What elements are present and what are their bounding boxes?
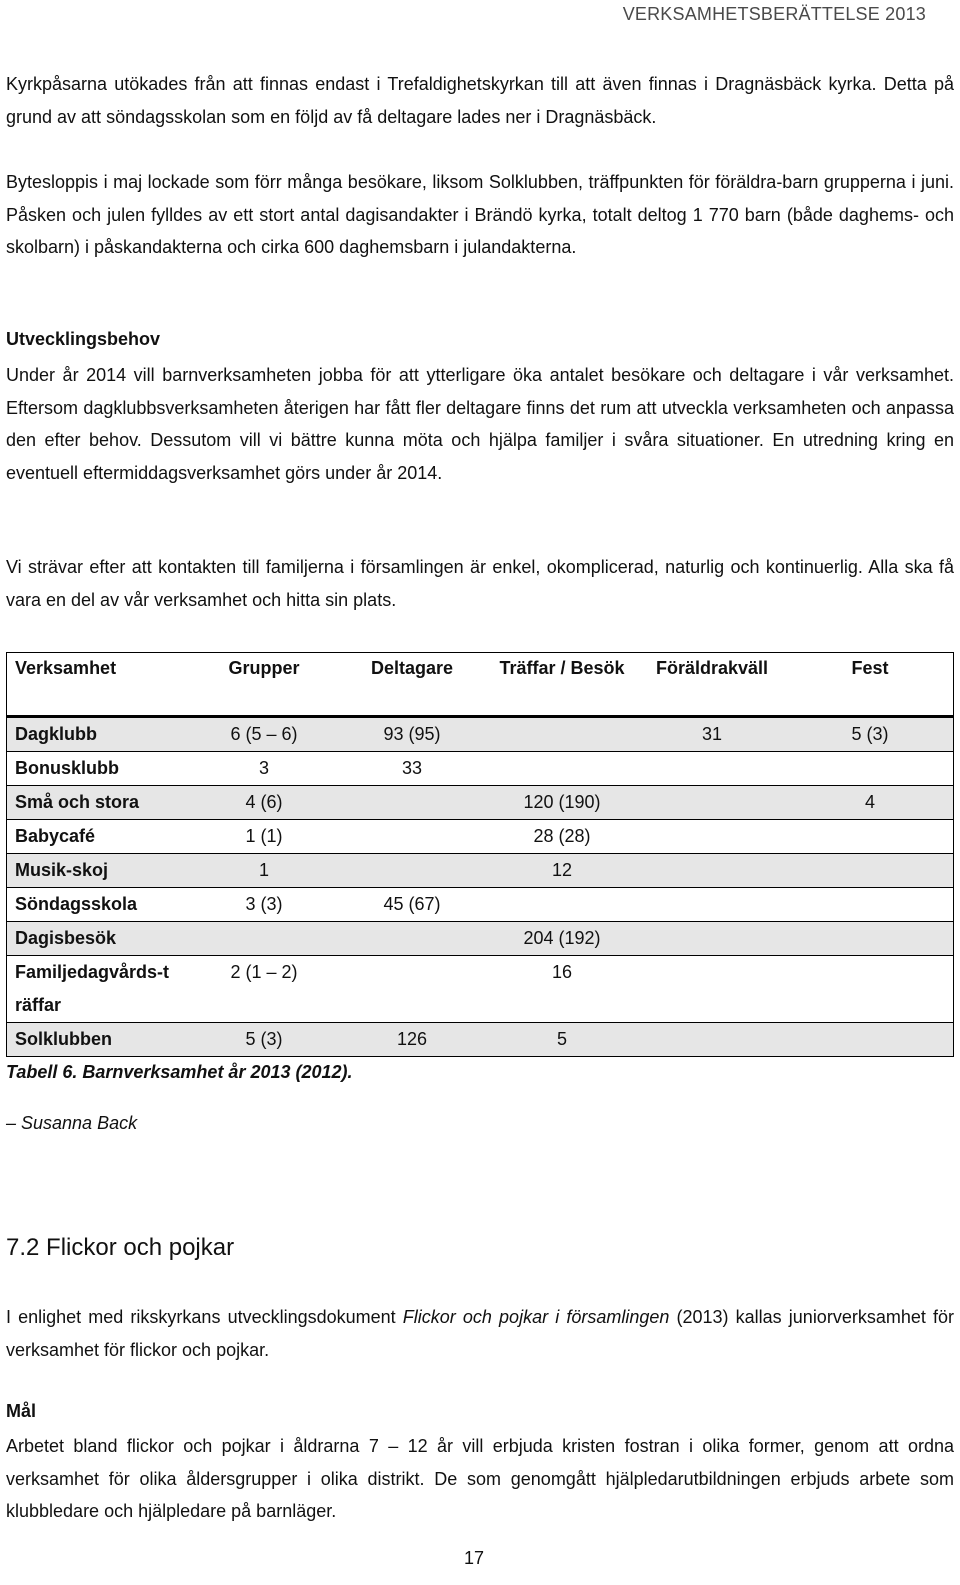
- section-title: 7.2 Flickor och pojkar: [6, 1234, 235, 1261]
- table-cell: 2 (1 – 2): [191, 956, 337, 1023]
- table-cell: Musik-skoj: [7, 854, 192, 888]
- table-header-row: [7, 653, 954, 717]
- column-header: Träffar / Besök: [487, 653, 637, 717]
- paragraph-kontakten: Vi strävar efter att kontakten till familjerna i församlingen är enkel, okomplicerad, naturlig och kontinuerlig. Alla ska få vara en del av vår verksamhet och hitta sin plats.: [6, 557, 954, 610]
- table-cell: [787, 854, 954, 888]
- table-cell: 28 (28): [487, 820, 637, 854]
- table-cell: [637, 752, 787, 786]
- table-cell: [637, 956, 787, 1023]
- table-cell: [787, 922, 954, 956]
- heading-utvecklingsbehov: Utvecklingsbehov: [6, 329, 161, 349]
- table-row: [7, 820, 954, 854]
- paragraph-text: (2013) kallas juniorverksamhet för verksamhet för flickor och pojkar.: [6, 1307, 954, 1360]
- table-cell: 93 (95): [337, 717, 487, 752]
- table-cell: 1 (1): [191, 820, 337, 854]
- table-cell: 3 (3): [191, 888, 337, 922]
- table-cell: [487, 752, 637, 786]
- page-number: 17: [464, 1548, 485, 1568]
- table-row: [7, 752, 954, 786]
- table-caption: Tabell 6. Barnverksamhet år 2013 (2012).: [6, 1062, 353, 1082]
- table-cell: [337, 820, 487, 854]
- column-header: Deltagare: [337, 653, 487, 717]
- table-cell: 4 (6): [191, 786, 337, 820]
- paragraph-mal: Arbetet bland flickor och pojkar i åldrarna 7 – 12 år vill erbjuda kristen fostran i olika former, genom att ordna verksamhet för olika åldersgrupper i olika distrikt. De som genomgått hjälpledarutbildningen erbjuds arbete som klubbledare och hjälpledare på barnläger.: [6, 1436, 954, 1521]
- table-cell: 5 (3): [787, 717, 954, 752]
- table-cell: 6 (5 – 6): [191, 717, 337, 752]
- table-cell: Dagklubb: [7, 717, 192, 752]
- column-header: Föräldrakväll: [637, 653, 787, 717]
- column-header: Verksamhet: [7, 653, 192, 717]
- table-cell: [787, 956, 954, 1023]
- heading-mal: Mål: [6, 1401, 37, 1421]
- running-header: VERKSAMHETSBERÄTTELSE 2013: [622, 4, 926, 24]
- table-cell: [191, 922, 337, 956]
- table-cell: 45 (67): [337, 888, 487, 922]
- activity-table: [6, 652, 954, 1057]
- table-cell: Små och stora: [7, 786, 192, 820]
- table-cell: [337, 922, 487, 956]
- table-row: [7, 717, 954, 752]
- signature: – Susanna Back: [6, 1113, 138, 1133]
- table-cell: [787, 820, 954, 854]
- table-cell: [637, 854, 787, 888]
- table-cell: 1: [191, 854, 337, 888]
- table-row: [7, 786, 954, 820]
- document-title-reference: Flickor och pojkar i församlingen: [402, 1307, 670, 1327]
- table-cell: Dagisbesök: [7, 922, 192, 956]
- paragraph-bytesloppis: Bytesloppis i maj lockade som förr många besökare, liksom Solklubben, träffpunkten för föräldra-barn grupperna i juni. Påsken och julen fylldes av ett stort antal dagisandakter i Brändö kyrka, totalt deltog 1 770 barn (både daghems- och skolbarn) i påskandakterna och cirka 600 daghemsbarn i julandakterna.: [6, 172, 954, 257]
- table-cell: [337, 786, 487, 820]
- table-cell: Bonusklubb: [7, 752, 192, 786]
- table-cell: [787, 752, 954, 786]
- table-cell: [337, 854, 487, 888]
- paragraph-text: I enlighet med rikskyrkans utvecklingsdokument: [6, 1307, 403, 1327]
- table-cell: [787, 888, 954, 922]
- column-header: Grupper: [191, 653, 337, 717]
- table-cell: 5: [487, 1023, 637, 1057]
- table-cell: [487, 717, 637, 752]
- table-cell: Familjedagvårds-träffar: [7, 956, 192, 1023]
- table-cell: 16: [487, 956, 637, 1023]
- table-cell: [637, 820, 787, 854]
- table-cell: [637, 1023, 787, 1057]
- table-cell: [637, 922, 787, 956]
- table-cell: [337, 956, 487, 1023]
- paragraph-utvecklingsbehov: Under år 2014 vill barnverksamheten jobba för att ytterligare öka antalet besökare och deltagare i vår verksamhet. Eftersom dagklubbsverksamheten återigen har fått fler deltagare finns det rum att utveckla verksamheten och anpassa den efter behov. Dessutom vill vi bättre kunna möta och hjälpa familjer i svåra situationer. En utredning kring en eventuell eftermiddagsverksamhet görs under år 2014.: [6, 365, 954, 483]
- table-cell: 12: [487, 854, 637, 888]
- table-row: [7, 922, 954, 956]
- table-cell: Solklubben: [7, 1023, 192, 1057]
- table-cell: 3: [191, 752, 337, 786]
- table-cell: [637, 786, 787, 820]
- table-cell: 126: [337, 1023, 487, 1057]
- column-header: Fest: [787, 653, 954, 717]
- table-cell: Söndagsskola: [7, 888, 192, 922]
- table-cell: 31: [637, 717, 787, 752]
- table-cell: 33: [337, 752, 487, 786]
- table-cell: 4: [787, 786, 954, 820]
- paragraph-flickor-pojkar: [6, 1301, 954, 1366]
- table-row: [7, 1023, 954, 1057]
- table-row: [7, 888, 954, 922]
- table-cell: [637, 888, 787, 922]
- table-cell: 120 (190): [487, 786, 637, 820]
- table-cell: [487, 888, 637, 922]
- table-row: [7, 854, 954, 888]
- table-cell: Babycafé: [7, 820, 192, 854]
- table-cell: [787, 1023, 954, 1057]
- table-cell: 5 (3): [191, 1023, 337, 1057]
- paragraph-kyrkpasarna: Kyrkpåsarna utökades från att finnas endast i Trefaldighetskyrkan till att även finnas i Dragnäsbäck kyrka. Detta på grund av att söndagsskolan som en följd av få deltagare lades ner i Dragnäsbäck.: [6, 74, 954, 127]
- table-row: [7, 956, 954, 1023]
- table-cell: 204 (192): [487, 922, 637, 956]
